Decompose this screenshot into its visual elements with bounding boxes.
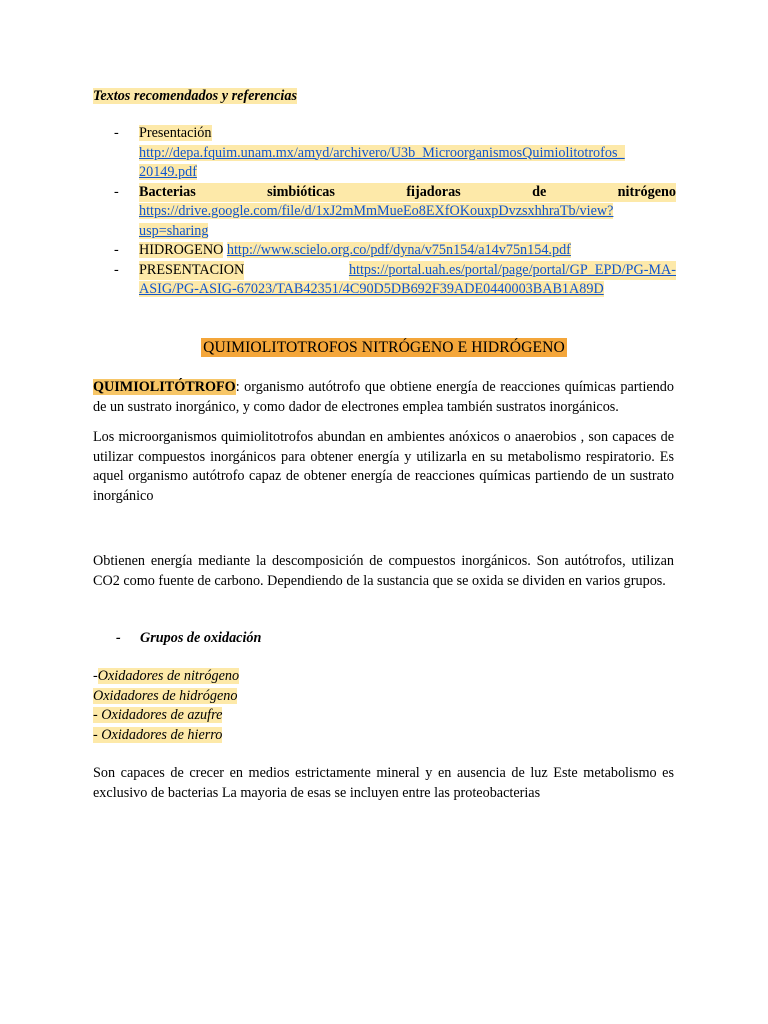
list-bullet: - — [114, 242, 119, 258]
reference-link-continuation[interactable]: ASIG/PG-ASIG-67023/TAB42351/4C90D5DB692F39ADE0440003BAB1A89D — [139, 281, 604, 297]
list-item: - Oxidadores de hierro — [93, 726, 223, 743]
reference-item — [114, 183, 676, 242]
reference-label: Presentación — [139, 125, 212, 141]
definition-paragraph — [93, 378, 674, 417]
paragraph-microorganisms: Los microorganismos quimiolitotrofos abundan en ambientes anóxicos o anaerobios , son capaces de utilizar compuestos inorgánicos para obtener energía y utilizarla en su metabolismo respiratorio. Es aquel organismo autótrofo capaz de obtener energía de reacciones químicas partiendo de un sustrato inorgánico — [93, 429, 674, 504]
section-title: QUIMIOLITOTROFOS NITRÓGENO E HIDRÓGENO — [203, 339, 565, 356]
reference-item — [114, 124, 676, 183]
list-bullet: - — [116, 630, 121, 646]
list-item: Oxidadores de hidrógeno — [93, 687, 238, 704]
references-list — [114, 124, 676, 300]
reference-item — [114, 261, 676, 300]
paragraph-energy: Obtienen energía mediante la descomposición de compuestos inorgánicos. Son autótrofos, utilizan CO2 como fuente de carbono. Dependiendo de la sustancia que se oxida se dividen en varios grupos. — [93, 553, 674, 589]
reference-item — [114, 241, 676, 261]
reference-link[interactable]: https://portal.uah.es/portal/page/portal/GP_EPD/PG-MA- — [349, 261, 676, 281]
list-bullet: - — [114, 261, 119, 278]
list-bullet: - — [114, 125, 119, 141]
oxidation-groups-list — [93, 667, 239, 745]
reference-label: PRESENTACION — [139, 261, 244, 281]
list-bullet: - — [114, 183, 119, 200]
paragraph-growth: Son capaces de crecer en medios estrictamente mineral y en ausencia de luz Este metabolismo es exclusivo de bacterias La mayoria de esas se incluyen entre las proteobacterias — [93, 765, 674, 801]
list-item: -Oxidadores de nitrógeno — [93, 668, 240, 684]
reference-label: HIDROGENO — [139, 242, 224, 258]
reference-label: Bacterias simbióticas fijadoras de nitrógeno — [139, 183, 676, 203]
oxidation-groups-heading: - Grupos de oxidación — [116, 629, 261, 649]
list-item: - Oxidadores de azufre — [93, 707, 223, 724]
reference-link[interactable]: https://drive.google.com/file/d/1xJ2mMmMueEo8EXfOKouxpDvzsxhhraTb/view? usp=sharing — [139, 203, 614, 239]
references-heading: Textos recomendados y referencias — [93, 88, 297, 104]
definition-text: : organismo autótrofo que obtiene energía de reacciones químicas partiendo de un sustrato inorgánico, y como dador de electrones emplea también sustratos inorgánicos. — [93, 379, 674, 415]
definition-term: QUIMIOLITÓTROFO — [93, 379, 236, 395]
reference-link[interactable]: http://depa.fquim.unam.mx/amyd/archivero/U3b_MicroorganismosQuimiolitotrofos_ 20149.pdf — [139, 144, 625, 180]
reference-link[interactable]: http://www.scielo.org.co/pdf/dyna/v75n154/a14v75n154.pdf — [226, 242, 571, 258]
